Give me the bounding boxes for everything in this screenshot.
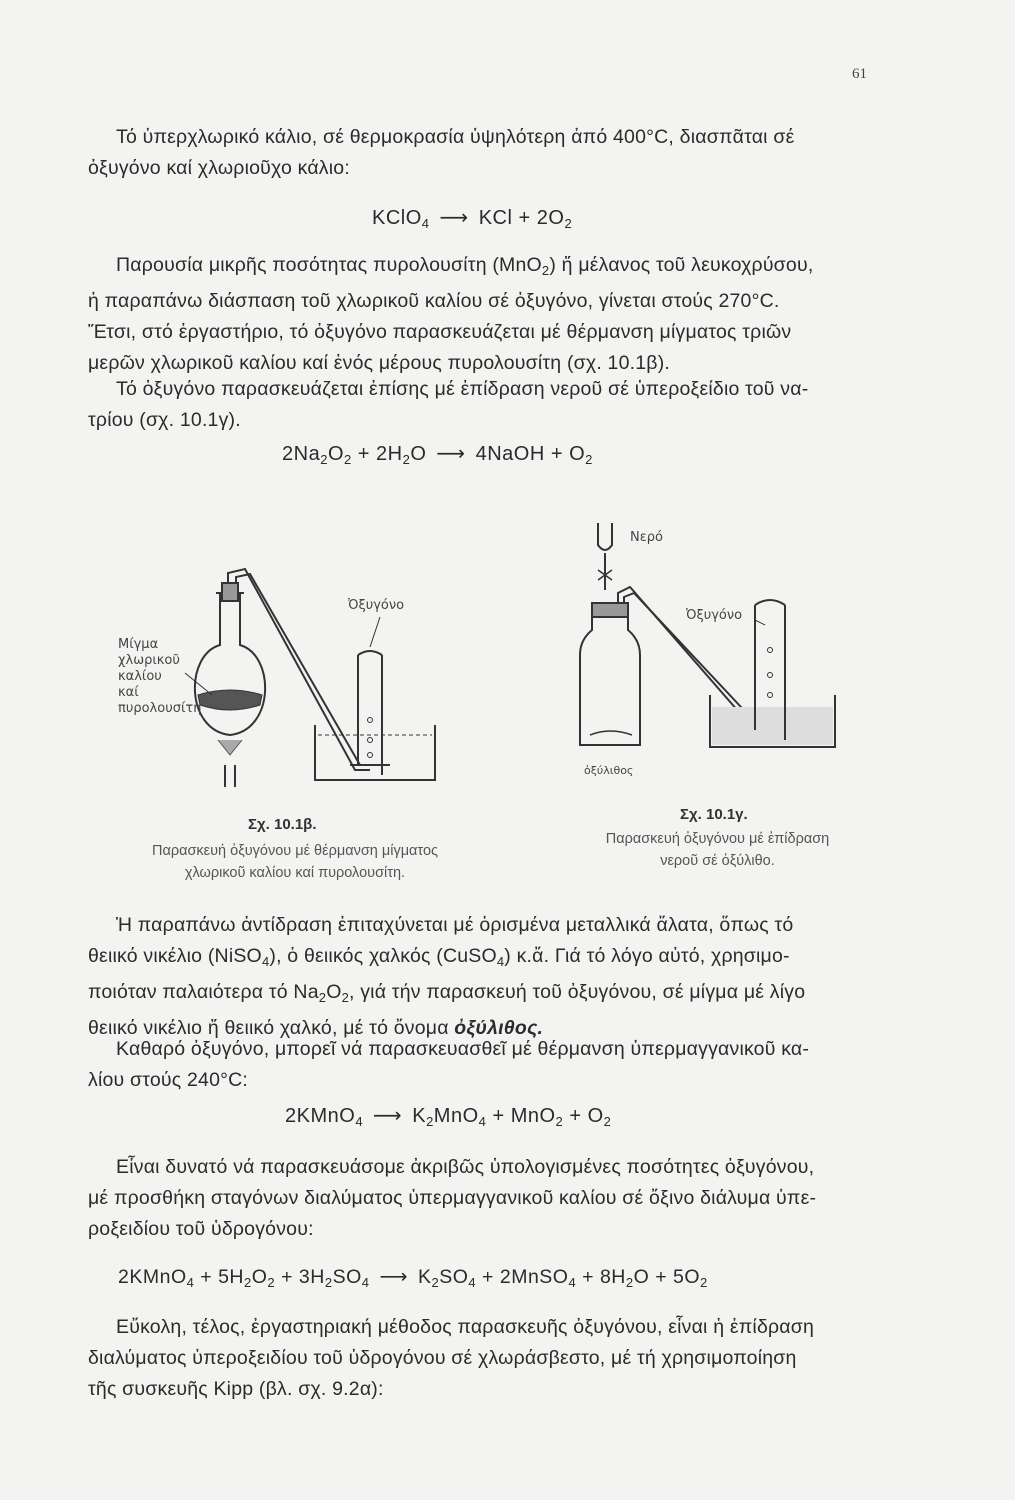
paragraph-6 bbox=[88, 1152, 906, 1245]
paragraph-1 bbox=[88, 122, 906, 184]
p5-line1: Καθαρό ὀξυγόνο, μπορεῖ νά παρασκευασθεῖ μέ θέρμανση ὑπερμαγγανικοῦ κα- bbox=[116, 1038, 810, 1060]
label-oxygen-g: Ὀξυγόνο bbox=[686, 608, 743, 623]
p2-line2: ἡ παραπάνω διάσπαση τοῦ χλωρικοῦ καλίου σέ ὀξυγόνο, γίνεται στούς 270°C. bbox=[88, 290, 780, 312]
p6-line2: μέ προσθήκη σταγόνων διαλύματος ὑπερμαγγανικοῦ καλίου σέ ὄξινο διάλυμα ὑπε- bbox=[88, 1187, 817, 1209]
equation-2: $2Na_2O_2 + 2H_2O$ ⟶ 4NaOH + $O_2$ bbox=[282, 443, 593, 467]
p4-line4: θειικό νικέλιο ἤ θειικό χαλκό, μέ τό ὄνομα ὀξύλιθος. bbox=[88, 1017, 544, 1039]
p6-line1: Εἶναι δυνατό νά παρασκευάσομε ἀκριβῶς ὑπολογισμένες ποσότητες ὀξυγόνου, bbox=[116, 1156, 815, 1178]
p3-line1: Τό ὀξυγόνο παρασκευάζεται ἐπίσης μέ ἐπίδραση νεροῦ σέ ὑπεροξείδιο τοῦ να- bbox=[116, 378, 809, 400]
paragraph-5 bbox=[88, 1034, 906, 1096]
p3-line2: τρίου (σχ. 10.1γ). bbox=[88, 409, 241, 431]
caption-10-1b: Παρασκευή ὀξυγόνου μέ θέρμανση μίγματος χλωρικοῦ καλίου καί πυρολουσίτη. bbox=[151, 843, 439, 881]
label-mixture: Μίγμα χλωρικοῦ καλίου καί πυρολουσίτη bbox=[118, 637, 202, 716]
paragraph-4 bbox=[88, 910, 906, 1044]
reaction-arrow-icon: ⟶ bbox=[373, 1105, 403, 1127]
paragraph-2 bbox=[88, 250, 906, 379]
equation-4: 2KMnO$_4$ + $5H_2O_2 + 3H_2SO_4$ ⟶ $K_2SO_4$ + 2MnSO$_4$ + $8H_2O + 5O_2$ bbox=[118, 1266, 708, 1290]
page-number: 61 bbox=[852, 66, 867, 82]
p2-line4: μερῶν χλωρικοῦ καλίου καί ἑνός μέρους πυρολουσίτη (σχ. 10.1β). bbox=[88, 352, 671, 374]
p2-line1: Παρουσία μικρῆς ποσότητας πυρολουσίτη (MnO$_2$) ἤ μέλανος τοῦ λευκοχρύσου, bbox=[116, 254, 814, 278]
paragraph-7 bbox=[88, 1312, 906, 1405]
p5-line2: λίου στούς 240°C: bbox=[88, 1069, 249, 1091]
term-oxylith: ὀξύλιθος. bbox=[454, 1017, 544, 1039]
p6-line3: ροξειδίου τοῦ ὑδρογόνου: bbox=[88, 1218, 314, 1240]
caption-number-10-1b: Σχ. 10.1β. bbox=[248, 816, 317, 833]
label-oxylith: ὀξύλιθος bbox=[584, 764, 634, 777]
p1-line2: ὀξυγόνο καί χλωριοῦχο κάλιο: bbox=[88, 157, 350, 179]
label-water: Νερό bbox=[630, 530, 663, 545]
p7-line3: τῆς συσκευῆς Kipp (βλ. σχ. 9.2α): bbox=[88, 1378, 384, 1400]
figure-10-1g-apparatus bbox=[570, 515, 840, 785]
p7-line2: διαλύματος ὑπεροξειδίου τοῦ ὑδρογόνου σέ χλωράσβεστο, μέ τή χρησιμοποίηση bbox=[88, 1347, 797, 1369]
p2-line3: Ἔτσι, στό ἐργαστήριο, τό ὀξυγόνο παρασκευάζεται μέ θέρμανση μίγματος τριῶν bbox=[88, 321, 792, 343]
equation-1: KClO$_4$ ⟶ KCl + $2O_2$ bbox=[372, 207, 573, 231]
caption-number-10-1g: Σχ. 10.1γ. bbox=[680, 806, 748, 823]
p1-line1: Τό ὑπερχλωρικό κάλιο, σέ θερμοκρασία ὑψηλότερη ἀπό 400°C, διασπᾶται σέ bbox=[116, 126, 795, 148]
p7-line1: Εὔκολη, τέλος, ἐργαστηριακή μέθοδος παρασκευῆς ὀξυγόνου, εἶναι ἡ ἐπίδραση bbox=[116, 1316, 815, 1338]
paragraph-3 bbox=[88, 374, 906, 436]
p4-line2: θειικό νικέλιο (NiSO$_4$), ὁ θειικός χαλκός (CuSO$_4$) κ.ἄ. Γιά τό λόγο αὐτό, χρησιμο- bbox=[88, 945, 790, 969]
reaction-arrow-icon: ⟶ bbox=[379, 1266, 408, 1288]
reaction-arrow-icon: ⟶ bbox=[436, 443, 466, 465]
label-oxygen-b: Ὀξυγόνο bbox=[348, 598, 405, 613]
caption-10-1g: Παρασκευή ὀξυγόνου μέ ἐπίδραση νεροῦ σέ ὀξύλιθο. bbox=[605, 831, 830, 869]
reaction-arrow-icon: ⟶ bbox=[439, 207, 469, 229]
p4-line1: Ἡ παραπάνω ἀντίδραση ἐπιταχύνεται μέ ὁρισμένα μεταλλικά ἅλατα, ὅπως τό bbox=[116, 914, 794, 936]
p4-line3: ποιόταν παλαιότερα τό $Na_2O_2$, γιά τήν παρασκευή τοῦ ὀξυγόνου, σέ μίγμα μέ λίγο bbox=[88, 981, 806, 1005]
equation-3: 2KMnO$_4$ ⟶ $K_2MnO_4 + MnO_2 + O_2$ bbox=[285, 1105, 612, 1129]
